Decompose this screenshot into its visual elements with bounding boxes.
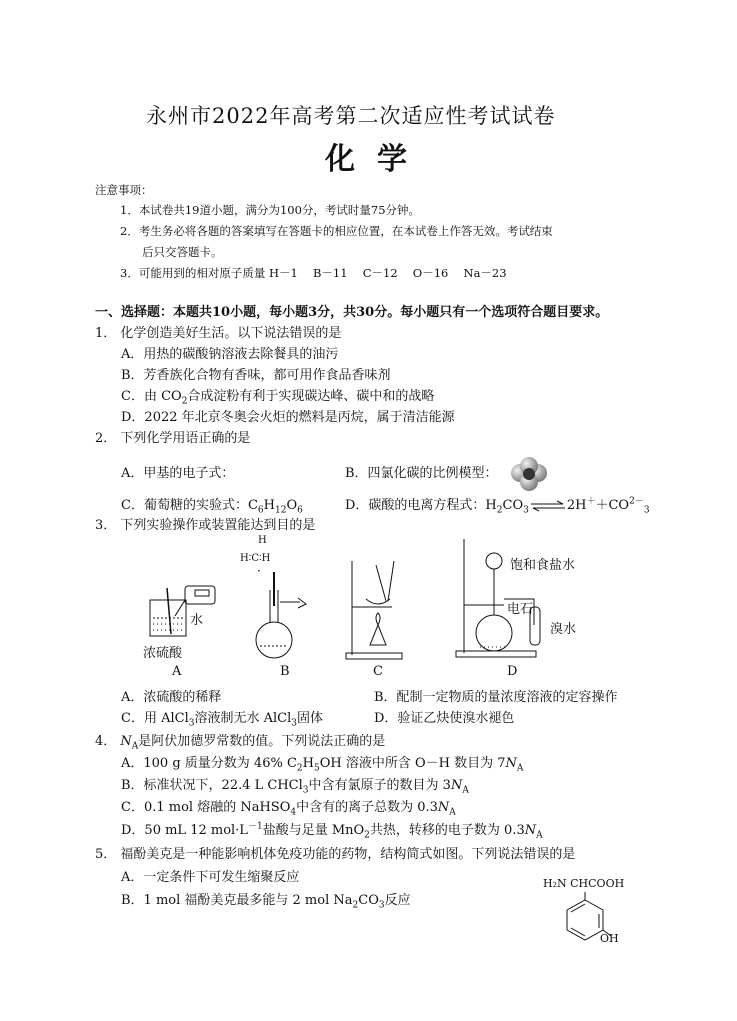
section-heading: 一、选择题：本题共10小题，每小题3分，共30分。每小题只有一个选项符合题目要求。 (95, 305, 609, 320)
q2-option-c: C．葡萄糖的实验式：$C_6H_{12}O_6$ (121, 498, 303, 516)
notes-heading: 注意事项： (95, 183, 153, 197)
equilibrium-arrow-icon (529, 500, 567, 512)
note-2a: 2．考生务必将各题的答案填写在答题卡的相应位置，在本试卷上作答无效。考试结束 (120, 224, 553, 238)
label-water-a: 水 (190, 613, 204, 628)
q4-option-c: C．0.1 mol 熔融的 NaHSO$_4$中含有的离子总数为 $0.3N_A$ (121, 800, 456, 818)
figure-c-label: C (373, 664, 383, 679)
methyl-formula: H∶C∶H (240, 553, 271, 564)
struct-top-label: H₂N CHCOOH (543, 877, 625, 890)
note-1: 1．本试卷共19道小题，满分为100分，考试时量75分钟。 (120, 203, 421, 217)
q1-option-a: A．用热的碳酸钠溶液去除餐具的油污 (121, 347, 339, 362)
label-brine: 饱和食盐水 (510, 558, 576, 573)
methyl-h-top: H (258, 535, 267, 546)
q2-option-a: A．甲基的电子式： (121, 466, 235, 481)
label-bromine-water: 溴水 (550, 622, 577, 637)
q5-option-b: B．1 mol 福酚美克最多能与 2 mol $Na_2CO_3$反应 (121, 893, 411, 911)
q2-stem: 2． 下列化学用语正确的是 (95, 431, 251, 446)
q4-option-a: A．100 g 质量分数为 46% $C_2H_5OH$ 溶液中所含 O－H 数目为 $7N_A$ (121, 756, 524, 774)
q5-option-a: A．一定条件下可发生缩聚反应 (121, 870, 300, 885)
q2-option-b: B．四氯化碳的比例模型： (345, 466, 498, 481)
q3-option-c: C．用 AlCl$_3$溶液制无水 AlCl$_3$固体 (121, 711, 324, 729)
q5-stem: 5． 福酚美克是一种能影响机体免疫功能的药物，结构简式如图。下列说法错误的是 (95, 847, 576, 862)
figure-d-acetylene (450, 535, 560, 663)
struct-oh-label: OH (600, 932, 619, 945)
figure-a-dilution (145, 580, 225, 640)
q1-stem: 1． 化学创造美好生活。以下说法错误的是 (95, 326, 342, 341)
note-3: 3．可能用到的相对原子质量 H－1 B－11 C－12 O－16 Na－23 (120, 266, 507, 280)
label-conc-acid: 浓硫酸 (143, 646, 183, 661)
figure-b-label: B (280, 664, 290, 679)
subject-title: 化学 (325, 142, 429, 177)
q3-option-b: B．配制一定物质的量浓度溶液的定容操作 (374, 690, 618, 705)
label-carbide: 电石 (507, 602, 534, 617)
note-2b: 后只交答题卡。 (142, 245, 223, 259)
q1-option-c: C．由 $CO_2$合成淀粉有利于实现碳达峰、碳中和的战略 (121, 389, 435, 407)
figure-a-label: A (172, 664, 182, 679)
figure-c-evaporation (340, 555, 410, 663)
exam-title: 永州市2022年高考第二次适应性考试试卷 (146, 104, 556, 128)
q4-option-d: D．50 mL 12 $mol\cdot L^{-1}$盐酸与足量 MnO$_2$共热，转移的电子数为 $0.3N_A$ (121, 821, 543, 841)
figure-b-volumetric-flask (240, 566, 320, 662)
ccl4-model-icon (507, 456, 551, 492)
q3-stem: 3． 下列实验操作或装置能达到目的是 (95, 518, 316, 533)
methyl-dot: · (257, 564, 261, 578)
q1-option-b: B．芳香族化合物有香味，都可用作食品香味剂 (121, 368, 391, 383)
q4-stem: 4． $N_A$是阿伏加德罗常数的值。下列说法正确的是 (95, 734, 386, 752)
q2-option-d: D．碳酸的电离方程式：$H_2CO_3$ $2H^++CO^{2-}_3$ (345, 496, 650, 516)
q3-option-d: D．验证乙炔使溴水褪色 (374, 711, 515, 726)
q4-option-b: B．标准状况下，22.4 L CHCl$_3$中含有氯原子的数目为 $3N_A$ (121, 778, 469, 796)
figure-d-label: D (507, 664, 518, 679)
q1-option-d: D．2022 年北京冬奥会火炬的燃料是丙烷，属于清洁能源 (121, 410, 455, 425)
q3-option-a: A．浓硫酸的稀释 (121, 690, 222, 705)
